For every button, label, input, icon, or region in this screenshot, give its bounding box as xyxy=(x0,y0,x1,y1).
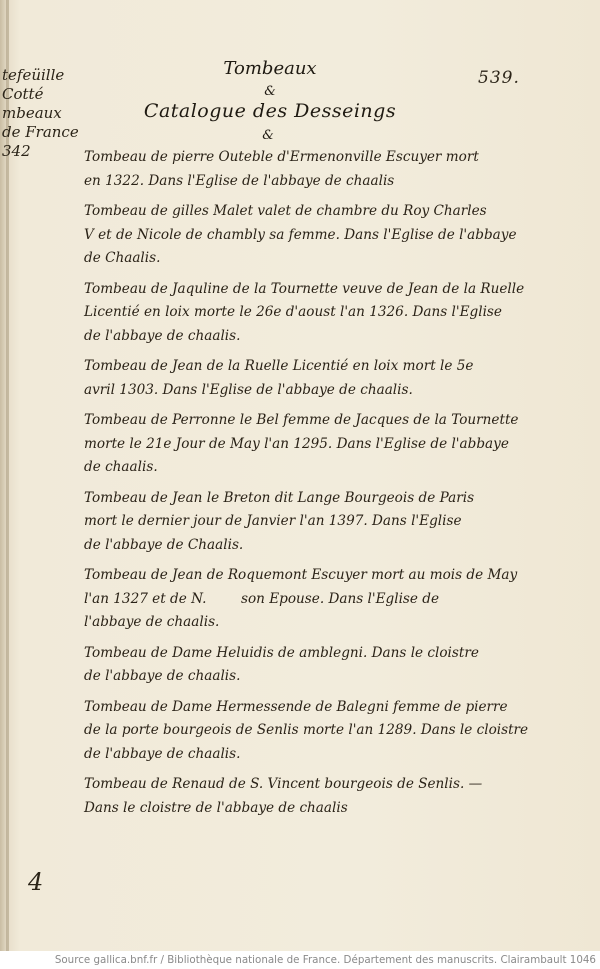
entry-line: morte le 21e Jour de May l'an 1295. Dans l'Eglise de l'abbaye xyxy=(84,435,509,452)
entry-line: Tombeau de Dame Hermessende de Balegni femme de pierre xyxy=(84,698,508,715)
page-title: Tombeaux xyxy=(223,58,317,79)
catalogue-entry xyxy=(84,278,525,349)
source-credit: Source gallica.bnf.fr / Bibliothèque nationale de France. Département des manuscrits. Clairambault 1046 xyxy=(54,954,596,966)
entry-line: Tombeau de Perronne le Bel femme de Jacques de la Tournette xyxy=(84,412,519,428)
entry-line: Tombeau de gilles Malet valet de chambre du Roy Charles xyxy=(84,203,487,219)
entry-line: de Chaalis. xyxy=(84,250,161,266)
catalogue-entry xyxy=(84,564,518,635)
entry-line: avril 1303. Dans l'Eglise de l'abbaye de chaalis. xyxy=(84,381,413,398)
page-mark: 4 xyxy=(28,868,44,896)
entry-line: l'an 1327 et de N. son Epouse. Dans l'Eglise de xyxy=(84,590,440,607)
margin-note-line: mbeaux xyxy=(2,104,62,122)
entry-line: mort le dernier jour de Janvier l'an 1397. Dans l'Eglise xyxy=(84,513,462,529)
entry-line: en 1322. Dans l'Eglise de l'abbaye de chaalis xyxy=(84,172,395,189)
catalogue-entries xyxy=(84,146,529,827)
entry-line: Tombeau de Jaquline de la Tournette veuve de Jean de la Ruelle xyxy=(84,280,525,297)
catalogue-entry xyxy=(84,696,529,767)
entry-line: Tombeau de Jean de Roquemont Escuyer mort au mois de May xyxy=(84,567,518,583)
entry-line: Tombeau de Jean le Breton dit Lange Bourgeois de Paris xyxy=(84,489,475,506)
entry-line: de l'abbaye de chaalis. xyxy=(84,327,241,344)
catalogue-entry xyxy=(84,642,479,689)
margin-note-line: 342 xyxy=(2,142,31,160)
entry-line: Dans le cloistre de l'abbaye de chaalis xyxy=(84,799,348,816)
entry-line: de l'abbaye de chaalis. xyxy=(84,668,241,684)
entry-line: Tombeau de Renaud de S. Vincent bourgeois de Senlis. — xyxy=(84,776,483,792)
entry-line: de l'abbaye de Chaalis. xyxy=(84,536,244,553)
margin-note-line: tefeüille xyxy=(2,66,65,84)
catalogue-entry xyxy=(84,200,517,271)
entry-line: de l'abbaye de chaalis. xyxy=(84,745,241,762)
entry-line: Tombeau de Jean de la Ruelle Licentié en loix mort le 5e xyxy=(84,358,474,374)
entry-line: l'abbaye de chaalis. xyxy=(84,614,220,630)
entry-line: V et de Nicole de chambly sa femme. Dans l'Eglise de l'abbaye xyxy=(84,226,517,243)
ampersand-mark: & xyxy=(262,128,274,143)
entry-line: de chaalis. xyxy=(84,459,158,475)
margin-note-line: de France xyxy=(2,123,79,141)
catalogue-entry xyxy=(84,355,479,402)
entry-line: de la porte bourgeois de Senlis morte l'an 1289. Dans le cloistre xyxy=(84,722,529,738)
margin-note xyxy=(2,66,92,161)
page-subtitle: Catalogue des Desseings xyxy=(143,100,397,122)
entry-line: Tombeau de Dame Heluidis de amblegni. Dans le cloistre xyxy=(84,644,479,661)
margin-note-line: Cotté xyxy=(2,85,44,103)
catalogue-entry xyxy=(84,409,519,480)
catalogue-entry xyxy=(84,146,479,193)
catalogue-entry xyxy=(84,773,483,820)
entry-line: Licentié en loix morte le 26e d'aoust l'an 1326. Dans l'Eglise xyxy=(84,304,502,320)
entry-line: Tombeau de pierre Outeble d'Ermenonville Escuyer mort xyxy=(84,149,479,165)
folio-number: 539. xyxy=(478,68,520,88)
catalogue-entry xyxy=(84,487,479,558)
ampersand-mark: & xyxy=(264,84,276,99)
